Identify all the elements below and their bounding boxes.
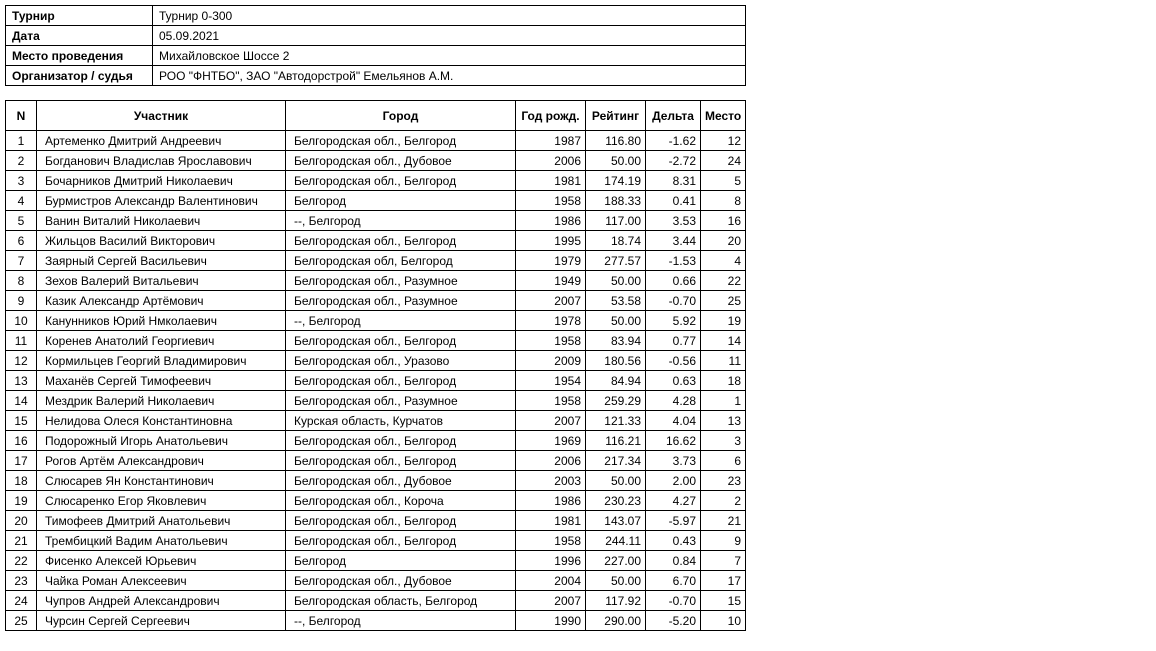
city: Белгородская область, Белгород (286, 591, 516, 611)
col-header-birth-year: Год рожд. (516, 101, 586, 131)
delta: -1.62 (646, 131, 701, 151)
table-row (6, 411, 746, 431)
participant-name: Мездрик Валерий Николаевич (37, 391, 286, 411)
info-value: РОО "ФНТБО", ЗАО "Автодорстрой" Емельянов А.М. (153, 66, 746, 86)
info-value: Михайловское Шоссе 2 (153, 46, 746, 66)
info-row (6, 26, 746, 46)
participant-name: Чайка Роман Алексеевич (37, 571, 286, 591)
table-row (6, 251, 746, 271)
city: Курская область, Курчатов (286, 411, 516, 431)
city: Белгородская обл., Белгород (286, 231, 516, 251)
place: 3 (701, 431, 746, 451)
rating: 50.00 (586, 311, 646, 331)
row-number: 19 (6, 491, 37, 511)
rating: 227.00 (586, 551, 646, 571)
rating: 143.07 (586, 511, 646, 531)
rating: 117.00 (586, 211, 646, 231)
city: Белгородская обл., Дубовое (286, 471, 516, 491)
participant-name: Трембицкий Вадим Анатольевич (37, 531, 286, 551)
table-row (6, 491, 746, 511)
birth-year: 1969 (516, 431, 586, 451)
table-row (6, 211, 746, 231)
birth-year: 1981 (516, 511, 586, 531)
participant-name: Бурмистров Александр Валентинович (37, 191, 286, 211)
place: 6 (701, 451, 746, 471)
city: Белгородская обл., Уразово (286, 351, 516, 371)
delta: 5.92 (646, 311, 701, 331)
place: 14 (701, 331, 746, 351)
results-body (6, 131, 746, 631)
rating: 121.33 (586, 411, 646, 431)
birth-year: 1958 (516, 331, 586, 351)
city: Белгородская обл., Разумное (286, 291, 516, 311)
row-number: 23 (6, 571, 37, 591)
city: Белгородская обл., Белгород (286, 511, 516, 531)
participant-name: Чупров Андрей Александрович (37, 591, 286, 611)
delta: 16.62 (646, 431, 701, 451)
info-value: 05.09.2021 (153, 26, 746, 46)
table-row (6, 311, 746, 331)
rating: 230.23 (586, 491, 646, 511)
participant-name: Подорожный Игорь Анатольевич (37, 431, 286, 451)
results-header-row (6, 101, 746, 131)
city: Белгородская обл., Дубовое (286, 151, 516, 171)
rating: 83.94 (586, 331, 646, 351)
place: 20 (701, 231, 746, 251)
row-number: 11 (6, 331, 37, 351)
place: 23 (701, 471, 746, 491)
city: Белгородская обл., Разумное (286, 271, 516, 291)
delta: 4.28 (646, 391, 701, 411)
city: --, Белгород (286, 611, 516, 631)
birth-year: 1986 (516, 211, 586, 231)
place: 7 (701, 551, 746, 571)
place: 8 (701, 191, 746, 211)
row-number: 22 (6, 551, 37, 571)
results-table (5, 100, 746, 631)
participant-name: Зехов Валерий Витальевич (37, 271, 286, 291)
birth-year: 1996 (516, 551, 586, 571)
row-number: 20 (6, 511, 37, 531)
rating: 217.34 (586, 451, 646, 471)
birth-year: 1981 (516, 171, 586, 191)
row-number: 13 (6, 371, 37, 391)
city: Белгородская обл., Белгород (286, 131, 516, 151)
place: 18 (701, 371, 746, 391)
place: 9 (701, 531, 746, 551)
rating: 290.00 (586, 611, 646, 631)
delta: 3.73 (646, 451, 701, 471)
row-number: 7 (6, 251, 37, 271)
tournament-info-table (5, 5, 746, 86)
delta: 0.66 (646, 271, 701, 291)
table-row (6, 591, 746, 611)
birth-year: 2009 (516, 351, 586, 371)
place: 15 (701, 591, 746, 611)
birth-year: 2006 (516, 151, 586, 171)
rating: 244.11 (586, 531, 646, 551)
participant-name: Чурсин Сергей Сергеевич (37, 611, 286, 631)
row-number: 6 (6, 231, 37, 251)
table-row (6, 391, 746, 411)
info-row (6, 66, 746, 86)
row-number: 10 (6, 311, 37, 331)
row-number: 15 (6, 411, 37, 431)
birth-year: 1979 (516, 251, 586, 271)
rating: 53.58 (586, 291, 646, 311)
birth-year: 2006 (516, 451, 586, 471)
birth-year: 2007 (516, 291, 586, 311)
rating: 50.00 (586, 271, 646, 291)
row-number: 3 (6, 171, 37, 191)
table-row (6, 431, 746, 451)
birth-year: 2007 (516, 591, 586, 611)
place: 17 (701, 571, 746, 591)
participant-name: Рогов Артём Александрович (37, 451, 286, 471)
row-number: 14 (6, 391, 37, 411)
place: 13 (701, 411, 746, 431)
city: Белгородская обл., Белгород (286, 331, 516, 351)
birth-year: 1958 (516, 391, 586, 411)
row-number: 17 (6, 451, 37, 471)
row-number: 25 (6, 611, 37, 631)
row-number: 24 (6, 591, 37, 611)
delta: -2.72 (646, 151, 701, 171)
city: Белгородская обл., Короча (286, 491, 516, 511)
table-row (6, 511, 746, 531)
rating: 50.00 (586, 571, 646, 591)
city: Белгородская обл., Разумное (286, 391, 516, 411)
info-value: Турнир 0-300 (153, 6, 746, 26)
delta: 0.77 (646, 331, 701, 351)
delta: 6.70 (646, 571, 701, 591)
place: 5 (701, 171, 746, 191)
table-row (6, 551, 746, 571)
info-row (6, 6, 746, 26)
col-header-number: N (6, 101, 37, 131)
info-label: Дата (6, 26, 153, 46)
place: 1 (701, 391, 746, 411)
table-row (6, 351, 746, 371)
birth-year: 2004 (516, 571, 586, 591)
table-row (6, 291, 746, 311)
delta: 0.84 (646, 551, 701, 571)
birth-year: 1987 (516, 131, 586, 151)
birth-year: 1990 (516, 611, 586, 631)
row-number: 16 (6, 431, 37, 451)
participant-name: Коренев Анатолий Георгиевич (37, 331, 286, 351)
delta: 0.63 (646, 371, 701, 391)
table-row (6, 531, 746, 551)
city: Белгород (286, 551, 516, 571)
table-row (6, 131, 746, 151)
place: 25 (701, 291, 746, 311)
rating: 50.00 (586, 471, 646, 491)
participant-name: Казик Александр Артёмович (37, 291, 286, 311)
col-header-delta: Дельта (646, 101, 701, 131)
col-header-participant: Участник (37, 101, 286, 131)
place: 11 (701, 351, 746, 371)
place: 2 (701, 491, 746, 511)
table-row (6, 331, 746, 351)
col-header-city: Город (286, 101, 516, 131)
table-row (6, 171, 746, 191)
rating: 116.80 (586, 131, 646, 151)
city: Белгородская обл., Белгород (286, 431, 516, 451)
row-number: 4 (6, 191, 37, 211)
table-row (6, 471, 746, 491)
place: 12 (701, 131, 746, 151)
participant-name: Бочарников Дмитрий Николаевич (37, 171, 286, 191)
table-row (6, 151, 746, 171)
row-number: 18 (6, 471, 37, 491)
city: Белгородская обл., Белгород (286, 171, 516, 191)
city: Белгородская обл., Дубовое (286, 571, 516, 591)
row-number: 1 (6, 131, 37, 151)
city: Белгородская обл., Белгород (286, 371, 516, 391)
birth-year: 1958 (516, 191, 586, 211)
participant-name: Кормильцев Георгий Владимирович (37, 351, 286, 371)
participant-name: Нелидова Олеся Константиновна (37, 411, 286, 431)
place: 10 (701, 611, 746, 631)
tournament-info-body (6, 6, 746, 86)
birth-year: 1954 (516, 371, 586, 391)
col-header-place: Место (701, 101, 746, 131)
delta: -1.53 (646, 251, 701, 271)
col-header-rating: Рейтинг (586, 101, 646, 131)
participant-name: Слюсаренко Егор Яковлевич (37, 491, 286, 511)
rating: 180.56 (586, 351, 646, 371)
participant-name: Фисенко Алексей Юрьевич (37, 551, 286, 571)
place: 21 (701, 511, 746, 531)
row-number: 8 (6, 271, 37, 291)
participant-name: Жильцов Василий Викторович (37, 231, 286, 251)
participant-name: Артеменко Дмитрий Андреевич (37, 131, 286, 151)
rating: 116.21 (586, 431, 646, 451)
table-row (6, 191, 746, 211)
city: --, Белгород (286, 311, 516, 331)
city: --, Белгород (286, 211, 516, 231)
delta: 3.53 (646, 211, 701, 231)
delta: -5.97 (646, 511, 701, 531)
delta: 3.44 (646, 231, 701, 251)
delta: 4.27 (646, 491, 701, 511)
birth-year: 1995 (516, 231, 586, 251)
rating: 188.33 (586, 191, 646, 211)
delta: -5.20 (646, 611, 701, 631)
participant-name: Заярный Сергей Васильевич (37, 251, 286, 271)
participant-name: Богданович Владислав Ярославович (37, 151, 286, 171)
row-number: 2 (6, 151, 37, 171)
participant-name: Ванин Виталий Николаевич (37, 211, 286, 231)
table-row (6, 231, 746, 251)
delta: 2.00 (646, 471, 701, 491)
rating: 18.74 (586, 231, 646, 251)
birth-year: 1978 (516, 311, 586, 331)
birth-year: 1949 (516, 271, 586, 291)
place: 24 (701, 151, 746, 171)
row-number: 12 (6, 351, 37, 371)
table-row (6, 571, 746, 591)
delta: 8.31 (646, 171, 701, 191)
info-label: Турнир (6, 6, 153, 26)
place: 22 (701, 271, 746, 291)
participant-name: Слюсарев Ян Константинович (37, 471, 286, 491)
table-row (6, 611, 746, 631)
info-row (6, 46, 746, 66)
rating: 117.92 (586, 591, 646, 611)
table-row (6, 271, 746, 291)
row-number: 5 (6, 211, 37, 231)
birth-year: 1958 (516, 531, 586, 551)
delta: -0.56 (646, 351, 701, 371)
rating: 84.94 (586, 371, 646, 391)
info-label: Место проведения (6, 46, 153, 66)
rating: 50.00 (586, 151, 646, 171)
birth-year: 1986 (516, 491, 586, 511)
participant-name: Тимофеев Дмитрий Анатольевич (37, 511, 286, 531)
place: 19 (701, 311, 746, 331)
city: Белгород (286, 191, 516, 211)
city: Белгородская обл., Белгород (286, 531, 516, 551)
city: Белгородская обл, Белгород (286, 251, 516, 271)
delta: -0.70 (646, 291, 701, 311)
birth-year: 2007 (516, 411, 586, 431)
row-number: 21 (6, 531, 37, 551)
participant-name: Канунников Юрий Нмколаевич (37, 311, 286, 331)
row-number: 9 (6, 291, 37, 311)
rating: 277.57 (586, 251, 646, 271)
info-label: Организатор / судья (6, 66, 153, 86)
delta: 0.41 (646, 191, 701, 211)
delta: -0.70 (646, 591, 701, 611)
place: 4 (701, 251, 746, 271)
table-row (6, 371, 746, 391)
place: 16 (701, 211, 746, 231)
rating: 259.29 (586, 391, 646, 411)
city: Белгородская обл., Белгород (286, 451, 516, 471)
delta: 0.43 (646, 531, 701, 551)
rating: 174.19 (586, 171, 646, 191)
table-row (6, 451, 746, 471)
delta: 4.04 (646, 411, 701, 431)
participant-name: Маханёв Сергей Тимофеевич (37, 371, 286, 391)
birth-year: 2003 (516, 471, 586, 491)
